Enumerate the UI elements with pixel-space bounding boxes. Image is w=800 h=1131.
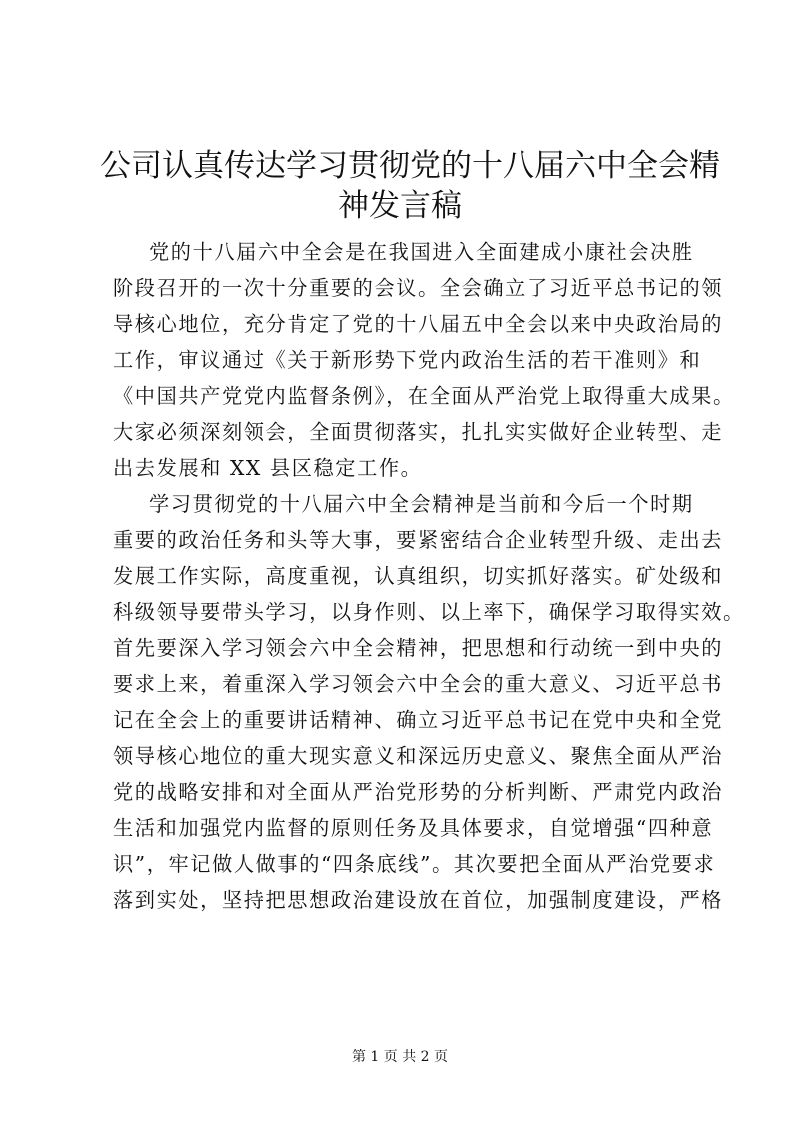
body-text-line: 发展工作实际，高度重视，认真组织，切实抓好落实。矿处级和 bbox=[113, 564, 724, 588]
body-text-line: 重要的政治任务和头等大事，要紧密结合企业转型升级、走出去 bbox=[113, 528, 724, 552]
document-title-line-1: 公司认真传达学习贯彻党的十八届六中全会精 bbox=[100, 148, 720, 184]
body-text-line: 记在全会上的重要讲话精神、确立习近平总书记在党中央和全党 bbox=[113, 708, 724, 732]
body-text-line: 科级领导要带头学习，以身作则、以上率下，确保学习取得实效。 bbox=[113, 600, 745, 624]
body-text-line: 要求上来，着重深入学习领会六中全会的重大意义、习近平总书 bbox=[113, 672, 724, 696]
body-text-line: 阶段召开的一次十分重要的会议。全会确立了习近平总书记的领 bbox=[113, 276, 724, 300]
body-text-line: 工作，审议通过《关于新形势下党内政治生活的若干准则》和 bbox=[113, 348, 702, 372]
body-text-line: 大家必须深刻领会，全面贯彻落实，扎扎实实做好企业转型、走 bbox=[113, 420, 724, 444]
body-text-line: 首先要深入学习领会六中全会精神，把思想和行动统一到中央的 bbox=[113, 636, 724, 660]
body-text-line: 识”，牢记做人做事的“四条底线”。其次要把全面从严治党要求 bbox=[113, 852, 716, 876]
body-text-line: 学习贯彻党的十八届六中全会精神是当前和今后一个时期 bbox=[149, 492, 694, 516]
body-text-line: 出去发展和 XX 县区稳定工作。 bbox=[113, 456, 423, 480]
body-text-line: 生活和加强党内监督的原则任务及具体要求，自觉增强“四种意 bbox=[113, 816, 714, 840]
body-text-line: 导核心地位，充分肯定了党的十八届五中全会以来中央政治局的 bbox=[113, 312, 724, 336]
body-text-line: 落到实处，坚持把思想政治建设放在首位，加强制度建设，严格 bbox=[113, 888, 724, 912]
body-text-line: 领导核心地位的重大现实意义和深远历史意义、聚焦全面从严治 bbox=[113, 744, 724, 768]
page-number-footer: 第 1 页 共 2 页 bbox=[351, 1049, 449, 1065]
body-text-line: 党的十八届六中全会是在我国进入全面建成小康社会决胜 bbox=[149, 240, 694, 264]
body-text-line: 党的战略安排和对全面从严治党形势的分析判断、严肃党内政治 bbox=[113, 780, 724, 804]
document-title-line-2: 神发言稿 bbox=[338, 188, 462, 224]
body-text-line: 《中国共产党党内监督条例》，在全面从严治党上取得重大成果。 bbox=[113, 384, 735, 408]
